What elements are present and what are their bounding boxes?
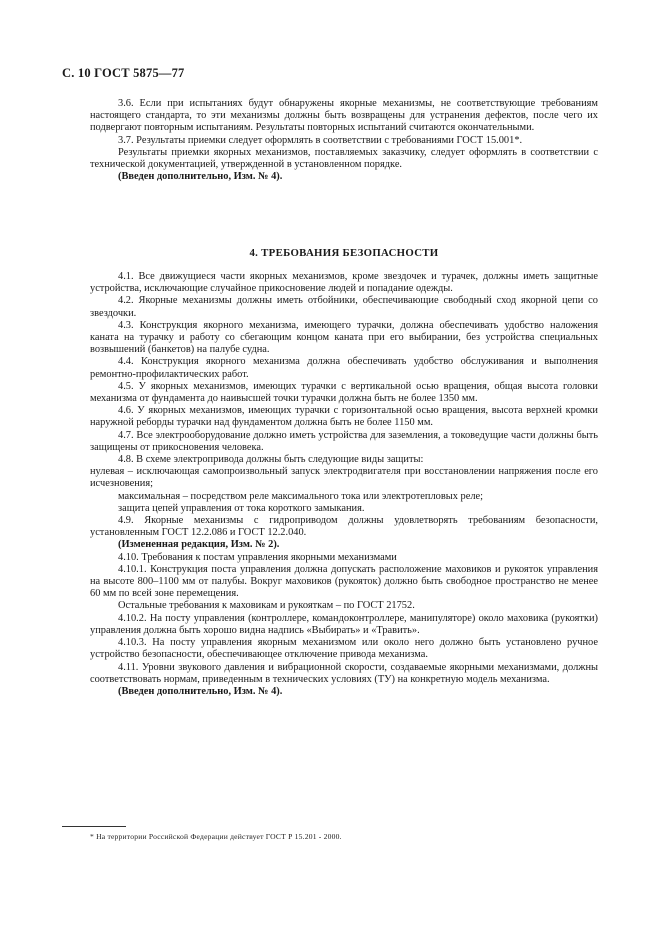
page-header: С. 10 ГОСТ 5875—77 (62, 66, 185, 80)
top-paragraph: 3.7. Результаты приемки следует оформлять в соответствии с требованиями ГОСТ 15.001*. (118, 134, 523, 146)
section-paragraph: 4.10. Требования к постам управления якорными механизмами (118, 551, 397, 563)
section-paragraph: 4.8. В схеме электропривода должны быть следующие виды защиты: (118, 454, 424, 466)
section-paragraph: 4.5. У якорных механизмов, имеющих турачки с вертикальной осью вращения, общая высота головки механизма от фундамента до наивысшей точки турачки должна быть не более 1350 мм. (90, 380, 598, 405)
section-paragraph: 4.10.2. На посту управления (контроллере, командоконтроллере, манипуляторе) около маховика (рукоятки) управления должна быть хорошо видна надпись «Выбирать» и «Травить». (90, 612, 598, 636)
section-paragraph: максимальная – посредством реле максимального тока или электротепловых реле; (118, 490, 484, 502)
section-paragraph: Остальные требования к маховикам и рукояткам – по ГОСТ 21752. (118, 600, 415, 612)
section-paragraph: 4.6. У якорных механизмов, имеющих турачки с горизонтальной осью вращения, высота верхней кромки наружной реборды турачки над фундаментом должна быть не более 1150 мм. (90, 405, 598, 429)
top-paragraph: (Введен дополнительно, Изм. № 4). (118, 171, 283, 183)
footnote: * На территории Российской Федерации действует ГОСТ Р 15.201 - 2000. (90, 832, 342, 841)
section-paragraph: 4.10.3. На посту управления якорным механизмом или около него должно быть установлено ручное устройство безопасности, обеспечивающее отключение привода механизма. (90, 637, 598, 661)
section-title: 4. ТРЕБОВАНИЯ БЕЗОПАСНОСТИ (249, 247, 439, 259)
section-paragraph: защита цепей управления от тока короткого замыкания. (118, 502, 365, 514)
section-paragraph: (Измененная редакция, Изм. № 2). (118, 539, 280, 551)
section-text-block (90, 271, 598, 698)
top-paragraph: Результаты приемки якорных механизмов, поставляемых заказчику, следует оформлять в соответствии с технической документацией, утвержденной в установленном порядке. (90, 146, 598, 171)
section-paragraph: 4.4. Конструкция якорного механизма должна обеспечивать удобство обслуживания и выполнения ремонтно-профилактических работ. (90, 356, 598, 380)
section-paragraph: 4.2. Якорные механизмы должны иметь отбойники, обеспечивающие свободный сход якорной цепи со звездочки. (90, 295, 598, 319)
section-paragraph: 4.3. Конструкция якорного механизма, имеющего турачки, должна обеспечивать удобство наложения каната на турачку и работу со сбегающим концом каната при его выбирании, без устройства специальных возвышений (банкетов) на палубе судна. (90, 319, 598, 356)
footnote-divider (62, 826, 126, 827)
top-paragraph: 3.6. Если при испытаниях будут обнаружены якорные механизмы, не соответствующие требованиям настоящего стандарта, то эти механизмы должны быть возвращены для устранения дефектов, после чего их подвергают повторным испытаниям. Результаты повторных испытаний считаются окончательными. (90, 98, 598, 134)
top-text-block (90, 98, 598, 183)
section-paragraph: 4.9. Якорные механизмы с гидроприводом должны удовлетворять требованиям безопасности, установленным ГОСТ 12.2.086 и ГОСТ 12.2.040. (90, 515, 598, 539)
section-paragraph: нулевая – исключающая самопроизвольный запуск электродвигателя при восстановлении напряжения после его исчезновения; (90, 466, 598, 490)
section-paragraph: 4.10.1. Конструкция поста управления должна допускать расположение маховиков и рукояток управления на высоте 800–1100 мм от палубы. Вокруг маховиков (рукояток) должно быть свободное пространство не менее 60 мм по всей зоне перемещения. (90, 563, 598, 600)
section-paragraph: 4.1. Все движущиеся части якорных механизмов, кроме звездочек и турачек, должны иметь защитные устройства, исключающие случайное прикосновение людей и попадание одежды. (90, 271, 598, 295)
section-paragraph: 4.11. Уровни звукового давления и вибрационной скорости, создаваемые якорными механизмами, должны соответствовать нормам, приведенным в технических условиях (ТУ) на конкретную модель механизма. (90, 661, 598, 685)
section-paragraph: 4.7. Все электрооборудование должно иметь устройства для заземления, а токоведущие части должны быть защищены от прикосновения человека. (90, 429, 598, 453)
section-paragraph: (Введен дополнительно, Изм. № 4). (118, 685, 283, 697)
